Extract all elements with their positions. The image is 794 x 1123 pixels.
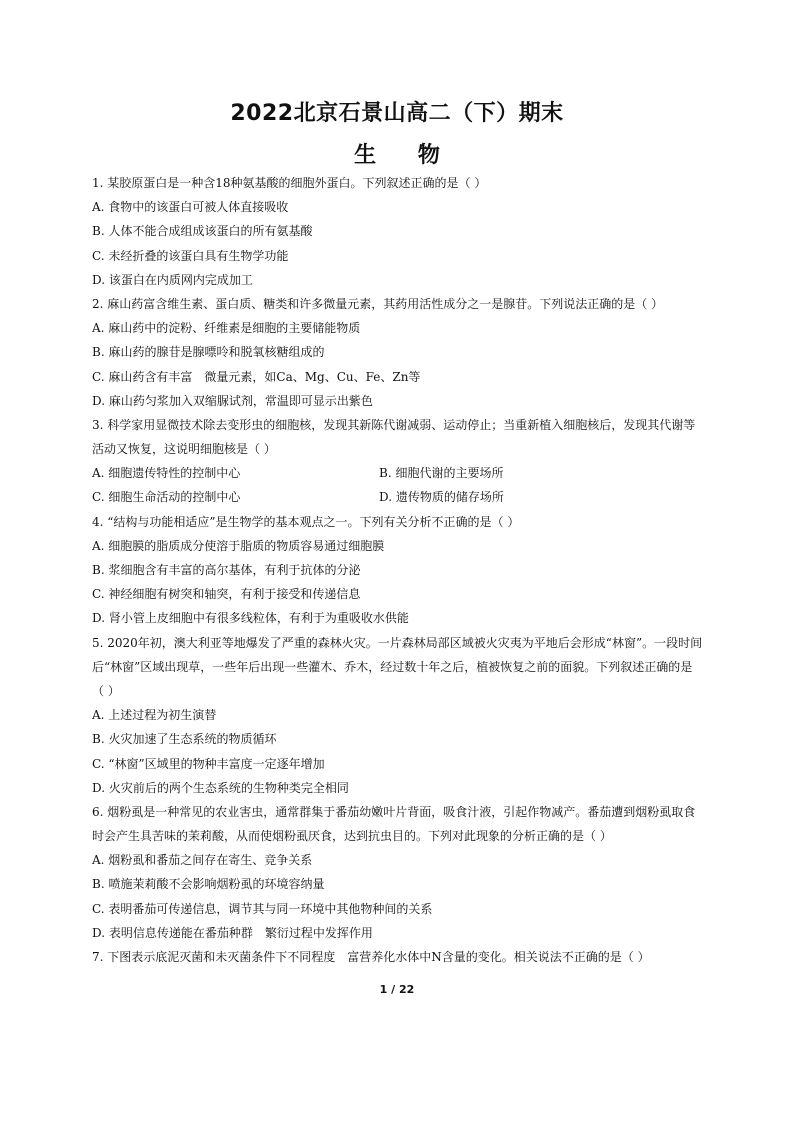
option-a: A. 食物中的该蛋白可被人体直接吸收 [92, 200, 289, 215]
question [92, 514, 712, 635]
option-b: B. 火灾加速了生态系统的物质循环 [92, 732, 277, 747]
option-a: A. 细胞膜的脂质成分使溶于脂质的物质容易通过细胞膜 [92, 538, 385, 553]
option-b: B. 麻山药的腺苷是腺嘌呤和脱氧核糖组成的 [92, 345, 325, 360]
option-c: C. “林窗”区域里的物种丰富度一定逐年增加 [92, 756, 325, 771]
option-c: C. 表明番茄可传递信息，调节其与同一环境中其他物种间的关系 [92, 901, 433, 916]
option-c: C. 未经折叠的该蛋白具有生物学功能 [92, 248, 289, 263]
option-b: B. 浆细胞含有丰富的高尔基体，有利于抗体的分泌 [92, 563, 361, 577]
option-d: D. 火灾前后的两个生态系统的生物种类完全相同 [92, 780, 349, 795]
option-d: D. 表明信息传递能在番茄种群 繁衍过程中发挥作用 [92, 925, 373, 940]
page-title: 2022北京石景山高二（下）期末 [230, 101, 564, 126]
question [92, 804, 712, 949]
page-number: 1 / 22 [379, 983, 415, 996]
question [92, 296, 712, 417]
subject-heading: 生 物 [354, 143, 440, 168]
option-row [92, 489, 712, 513]
option-b: B. 细胞代谢的主要场所 [379, 466, 504, 481]
option-c: C. 神经细胞有树突和轴突，有利于接受和传递信息 [92, 587, 361, 602]
question-stem: 3. 科学家用显微技术除去变形虫的细胞核，发现其新陈代谢减弱、运动停止；当重新植入细胞核后，发现其代谢等 [92, 417, 696, 432]
option-c: C. 细胞生命活动的控制中心 [92, 490, 241, 505]
question-stem: 后“林窗”区域出现草，一些年后出现一些灌木、乔木，经过数十年之后，植被恢复之前的面貌。下列叙述正确的是 [92, 659, 693, 674]
question [92, 949, 712, 973]
question-stem: 7. 下图表示底泥灭菌和未灭菌条件下不同程度 富营养化水体中N含量的变化。相关说法不正确的是（ ） [92, 950, 650, 964]
option-d: D. 该蛋白在内质网内完成加工 [92, 272, 253, 287]
option-c: C. 麻山药含有丰富 微量元素，如Ca、Mg、Cu、Fe、Zn等 [92, 369, 421, 384]
option-d: D. 肾小管上皮细胞中有很多线粒体，有利于为重吸收水供能 [92, 611, 409, 626]
option-d: D. 麻山药匀浆加入双缩脲试剂，常温即可显示出紫色 [92, 393, 373, 408]
question-stem: 6. 烟粉虱是一种常见的农业害虫，通常群集于番茄幼嫩叶片背面，吸食汁液，引起作物减产。番茄遭到烟粉虱取食 [92, 804, 696, 819]
option-b: B. 喷施茉莉酸不会影响烟粉虱的环境容纳量 [92, 877, 325, 892]
question-stem: 活动又恢复，这说明细胞核是（ ） [92, 442, 276, 457]
option-d: D. 遗传物质的储存场所 [379, 490, 504, 505]
option-b: B. 人体不能合成组成该蛋白的所有氨基酸 [92, 224, 313, 239]
question [92, 635, 712, 804]
question [92, 417, 712, 514]
option-a: A. 麻山药中的淀粉、纤维素是细胞的主要储能物质 [92, 321, 361, 336]
question-stem: 1. 某胶原蛋白是一种含18种氨基酸的细胞外蛋白。下列叙述正确的是（ ） [92, 176, 487, 190]
question-stem: 2. 麻山药富含维生素、蛋白质、糖类和许多微量元素，其药用活性成分之一是腺苷。下列说法正确的是（ ） [92, 296, 664, 311]
option-a: A. 细胞遗传特性的控制中心 [92, 466, 241, 481]
option-a: A. 烟粉虱和番茄之间存在寄生、竞争关系 [92, 853, 313, 868]
option-a: A. 上述过程为初生演替 [92, 708, 217, 723]
question-stem: （ ） [92, 683, 120, 698]
question-stem: 4. “结构与功能相适应”是生物学的基本观点之一。下列有关分析不正确的是（ ） [92, 514, 520, 529]
question-stem: 5. 2020年初，澳大利亚等地爆发了严重的森林火灾。一片森林局部区域被火灾夷为平地后会形成“林窗”。一段时间 [92, 635, 703, 650]
option-row [92, 465, 712, 489]
question [92, 175, 712, 296]
question-list [92, 175, 712, 973]
question-stem: 时会产生具苦味的茉莉酸，从而使烟粉虱厌食，达到抗虫目的。下列对此现象的分析正确的是（ ） [92, 829, 612, 844]
